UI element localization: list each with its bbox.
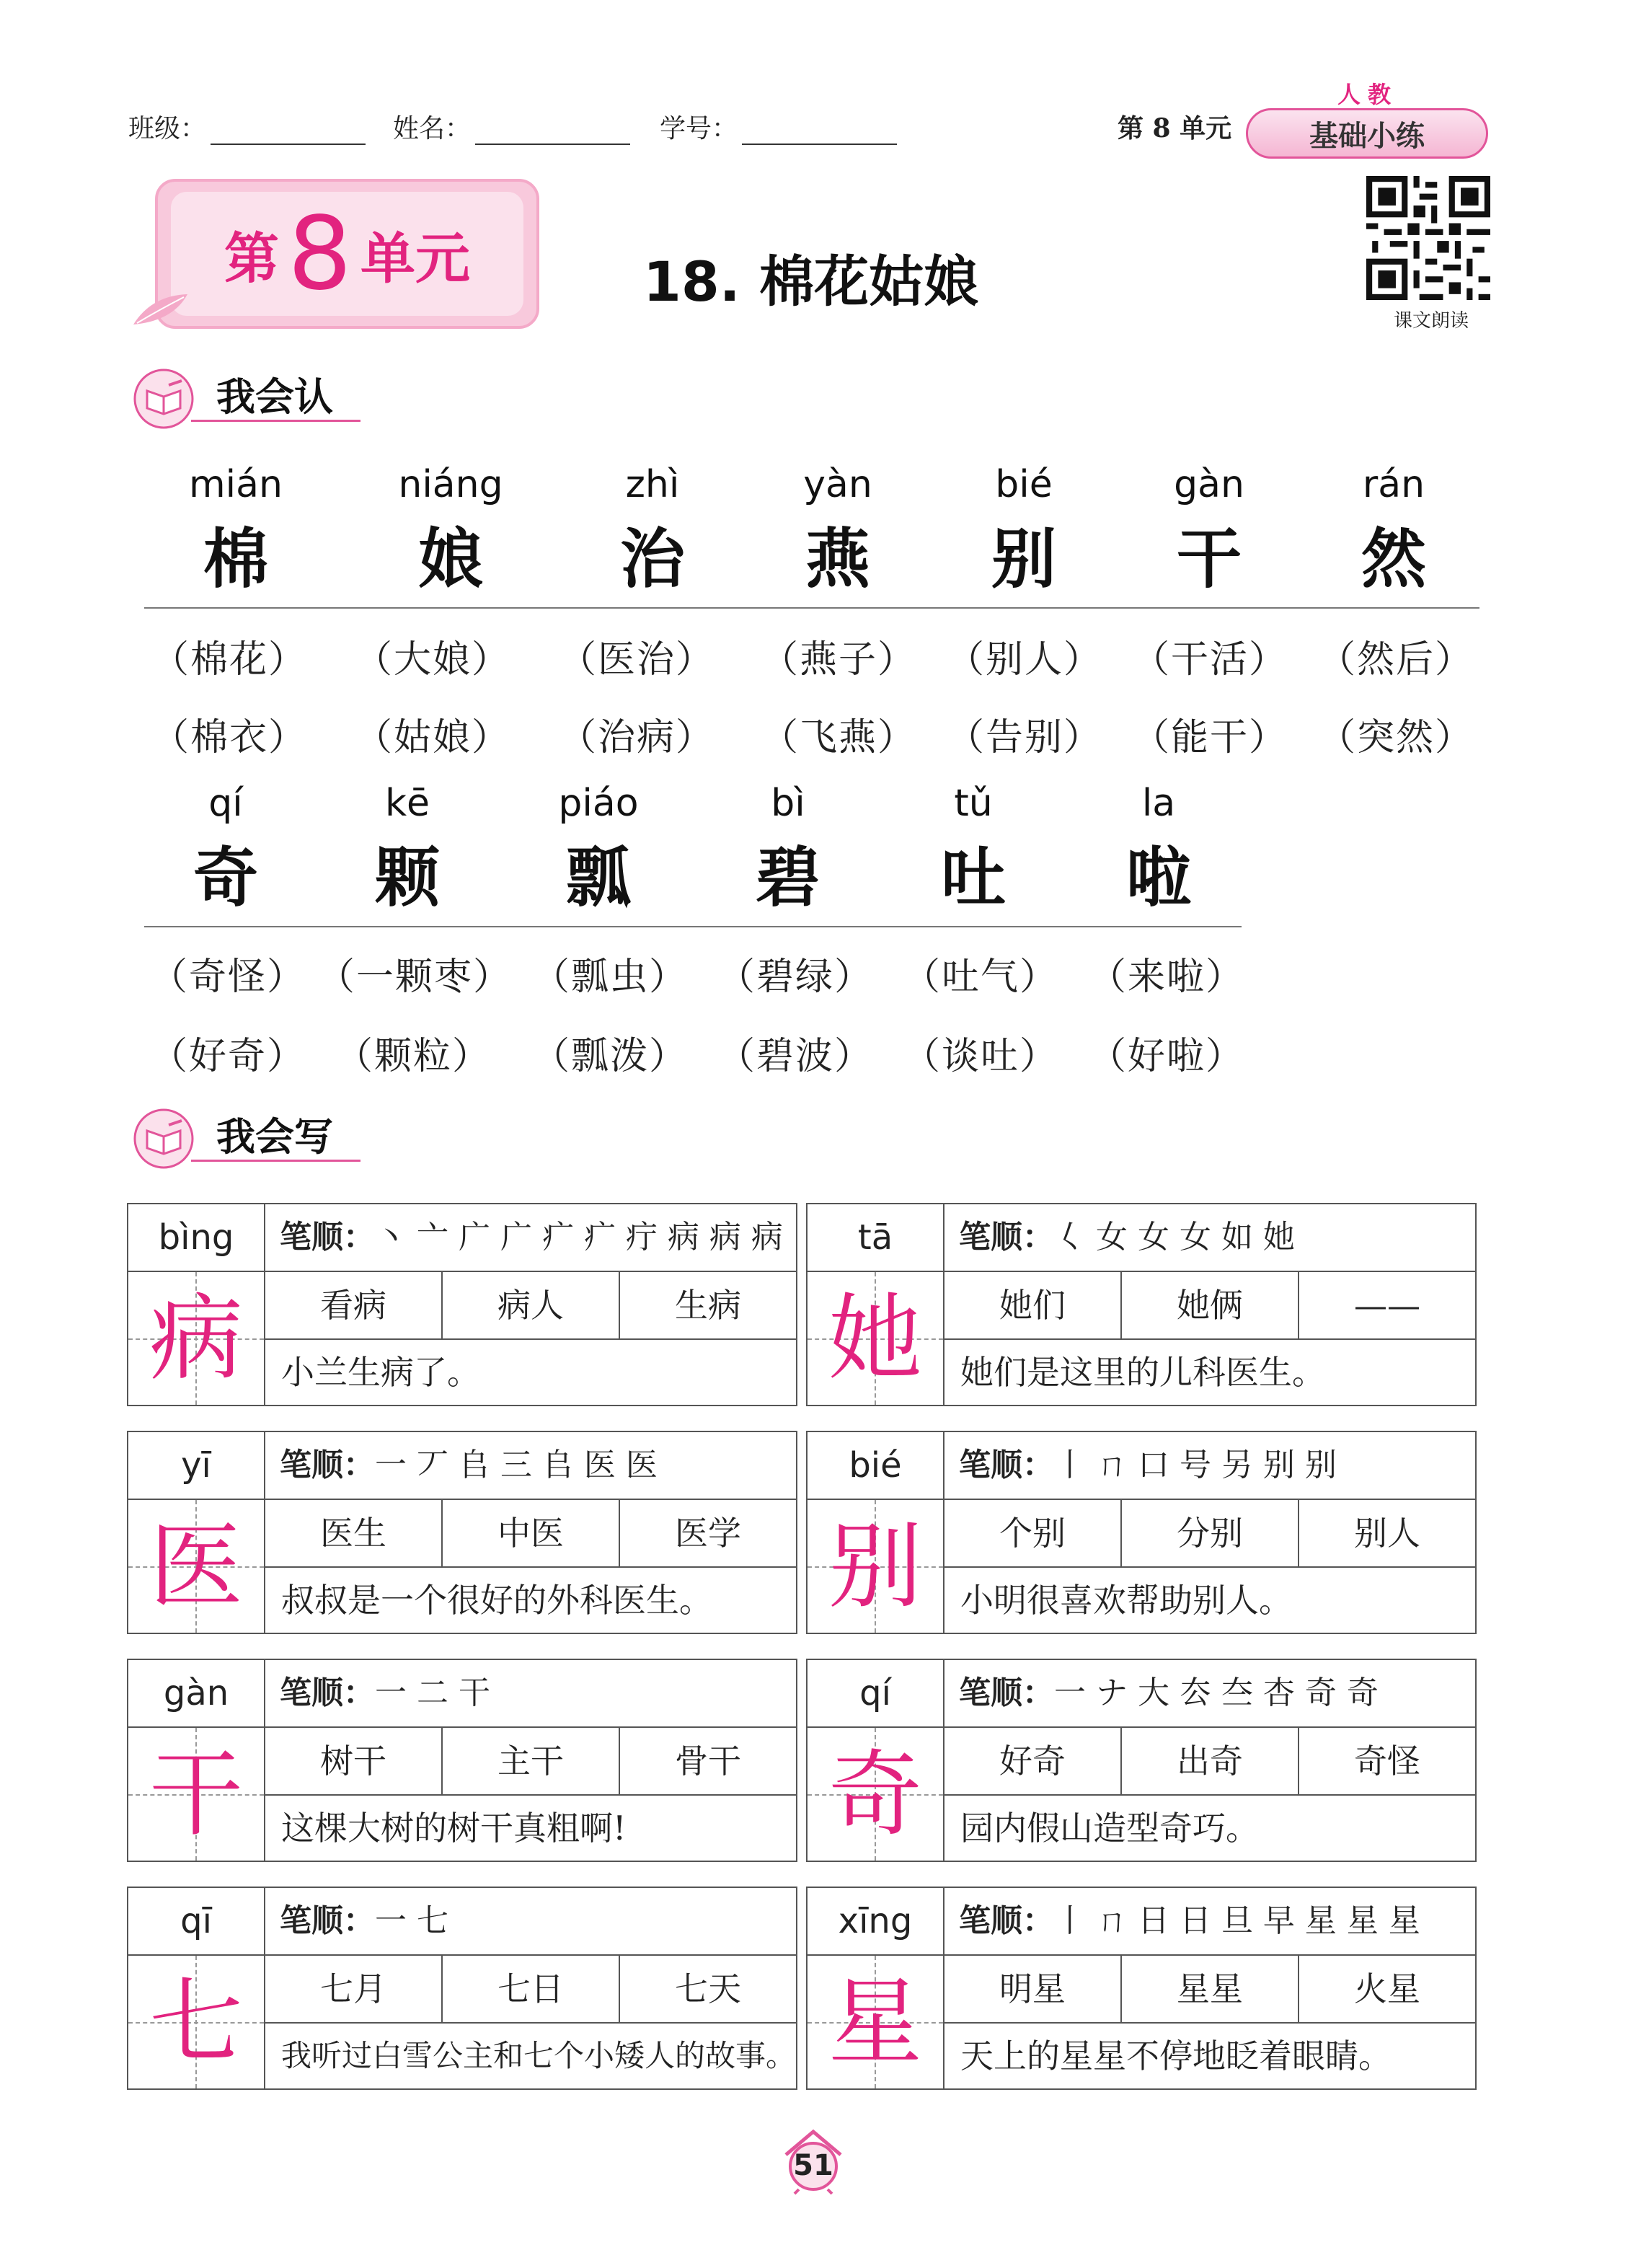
hanzi: 娘 [418, 521, 483, 597]
recognize-char-11 [720, 782, 857, 919]
pinyin: bié [995, 463, 1053, 506]
word: （别人） [947, 638, 1103, 681]
card-words [944, 1500, 1475, 1568]
order-label: 笔顺： [959, 1219, 1054, 1256]
word: （瓢虫） [532, 956, 689, 999]
hanzi: 啦 [1126, 839, 1191, 916]
card-pinyin: yī [128, 1432, 264, 1500]
order-label: 笔顺： [959, 1902, 1054, 1939]
card-word: 生病 [675, 1286, 741, 1325]
pinyin: zhì [625, 463, 680, 506]
card-pinyin: bié [808, 1432, 943, 1500]
card-word: 七日 [443, 1956, 620, 2022]
hanzi: 瓢 [566, 839, 631, 916]
pinyin: gàn [1174, 463, 1244, 506]
name-field [393, 108, 630, 145]
word: （燕子） [761, 638, 917, 681]
pinyin: tǔ [954, 782, 993, 825]
pinyin: rán [1362, 463, 1425, 506]
card-word: 看病 [265, 1272, 443, 1338]
name-label: 姓名： [393, 114, 472, 144]
card-sentence: 这棵大树的树干真粗啊! [281, 1809, 627, 1848]
write-card-qi-seven [127, 1887, 797, 2090]
hanzi: 棉 [203, 521, 268, 597]
pinyin: la [1141, 782, 1176, 825]
name-blank[interactable] [475, 118, 630, 145]
card-char: 干 [149, 1739, 243, 1849]
hanzi: 燕 [805, 521, 870, 597]
class-blank[interactable] [211, 118, 366, 145]
card-pinyin: qī [128, 1888, 264, 1956]
card-word: 个别 [944, 1500, 1122, 1566]
write-card-bie [806, 1431, 1477, 1634]
card-char: 医 [149, 1512, 243, 1621]
stroke-order [944, 1660, 1475, 1728]
order-label: 笔顺： [280, 1447, 375, 1483]
stroke-order [265, 1204, 796, 1272]
card-char: 病 [149, 1284, 243, 1393]
unit-suffix: 单元 [360, 226, 471, 291]
stroke-sequence: 一 七 [375, 1902, 448, 1939]
card-word: 她俩 [1122, 1272, 1299, 1338]
unit-tag: 第 8 单元 [1118, 113, 1232, 144]
card-word: 好奇 [944, 1728, 1122, 1794]
hanzi: 奇 [193, 839, 258, 916]
id-field [660, 108, 897, 145]
write-card-gan [127, 1659, 797, 1862]
recognize-char-13 [1090, 782, 1227, 919]
word: （突然） [1318, 716, 1474, 759]
card-words [944, 1272, 1475, 1340]
class-label: 班级： [128, 114, 207, 144]
hanzi: 吐 [941, 839, 1006, 916]
card-word: 火星 [1354, 1969, 1420, 2008]
unit-badge [155, 179, 539, 329]
word: （干活） [1132, 638, 1288, 681]
brand-badge [1246, 108, 1488, 159]
stroke-sequence: 一 二 干 [375, 1674, 490, 1711]
card-word: 主干 [443, 1728, 620, 1794]
card-char: 奇 [828, 1739, 922, 1849]
card-sentence: 小兰生病了。 [281, 1353, 480, 1392]
word: （姑娘） [355, 716, 511, 759]
card-word: —— [1354, 1286, 1420, 1325]
qr-caption: 课文朗读 [1393, 310, 1469, 332]
char-box [128, 1888, 265, 2088]
hanzi: 干 [1177, 521, 1242, 597]
section-recognize-label: 我会认 [216, 374, 333, 420]
card-char: 她 [828, 1284, 922, 1393]
section-write-label: 我会写 [216, 1113, 333, 1160]
word: （棉花） [151, 638, 308, 681]
pinyin: piáo [558, 782, 639, 825]
id-label: 学号： [660, 114, 738, 144]
qr-code-icon[interactable] [1366, 176, 1490, 300]
order-label: 笔顺： [280, 1902, 375, 1939]
word: （然后） [1318, 638, 1474, 681]
recognize-char-6 [1141, 463, 1278, 600]
char-box [808, 1432, 944, 1633]
word: （棉衣） [151, 716, 308, 759]
unit-prefix: 第 [224, 226, 279, 291]
char-box [128, 1660, 265, 1861]
word: （颗粒） [335, 1035, 492, 1078]
order-label: 笔顺： [280, 1674, 375, 1711]
card-pinyin: tā [808, 1204, 943, 1272]
stroke-order [944, 1432, 1475, 1500]
card-word: 别人 [1354, 1514, 1420, 1553]
word: （大娘） [355, 638, 511, 681]
card-words [265, 1956, 796, 2024]
stroke-sequence: 一 丆 𠂤 三 𠂤 医 医 [375, 1447, 658, 1483]
class-field [128, 108, 366, 145]
stroke-order [944, 1888, 1475, 1956]
hanzi: 颗 [375, 839, 440, 916]
leaf-icon [130, 288, 195, 332]
pinyin: bì [771, 782, 805, 825]
card-word: 中医 [443, 1500, 620, 1566]
stroke-order [944, 1204, 1475, 1272]
book-icon [131, 1106, 196, 1171]
stroke-sequence: 𡿨 女 女 ⼥ 如 她 [1054, 1219, 1295, 1256]
word: （一颗枣） [317, 956, 513, 999]
hanzi: 然 [1361, 521, 1426, 597]
brand-top: 人教 [1337, 81, 1399, 108]
pinyin: mián [189, 463, 283, 506]
write-card-ta [806, 1203, 1477, 1406]
word: （瓢泼） [532, 1035, 689, 1078]
card-pinyin: gàn [128, 1660, 264, 1728]
section-recognize-underline [191, 420, 360, 422]
card-word: 出奇 [1122, 1728, 1299, 1794]
card-word: 医学 [675, 1514, 741, 1553]
card-words [265, 1500, 796, 1568]
card-words [265, 1272, 796, 1340]
hanzi: 别 [991, 521, 1056, 597]
pinyin: kē [384, 782, 430, 825]
word: （奇怪） [150, 956, 306, 999]
card-word: 七天 [675, 1969, 741, 2008]
card-char: 七 [149, 1967, 243, 2077]
stroke-sequence: 一 ナ 大 厺 夳 杏 奇 奇 [1054, 1674, 1379, 1711]
card-word: 星星 [1122, 1956, 1299, 2022]
lesson-title: 18. 棉花姑娘 [643, 250, 979, 314]
card-pinyin: xīng [808, 1888, 943, 1956]
word: （治病） [559, 716, 715, 759]
card-word: 医生 [265, 1500, 443, 1566]
recognize-row2-rule [144, 926, 1242, 927]
recognize-char-8 [157, 782, 294, 919]
word: （飞燕） [761, 716, 917, 759]
recognize-char-7 [1325, 463, 1462, 600]
card-words [944, 1956, 1475, 2024]
card-word: 奇怪 [1354, 1742, 1420, 1781]
recognize-char-3 [584, 463, 721, 600]
stroke-order [265, 1888, 796, 1956]
card-word: 分别 [1122, 1500, 1299, 1566]
card-word: 病人 [443, 1272, 620, 1338]
card-word: 树干 [265, 1728, 443, 1794]
card-word: 七月 [265, 1956, 443, 2022]
word: （来啦） [1089, 956, 1245, 999]
card-sentence: 她们是这里的儿科医生。 [960, 1353, 1325, 1392]
hanzi: 治 [620, 521, 685, 597]
section-write-underline [191, 1160, 360, 1162]
hanzi: 碧 [756, 839, 820, 916]
card-sentence: 天上的星星不停地眨着眼睛。 [960, 2037, 1392, 2075]
word: （谈吐） [903, 1035, 1059, 1078]
recognize-char-1 [167, 463, 304, 600]
card-sentence: 我听过白雪公主和七个小矮人的故事。 [281, 2038, 797, 2073]
book-icon [131, 366, 196, 431]
stroke-order [265, 1660, 796, 1728]
pinyin: qí [208, 782, 243, 825]
char-box [808, 1660, 944, 1861]
char-box [128, 1204, 265, 1405]
card-word: 她们 [944, 1272, 1122, 1338]
recognize-row1-rule [144, 607, 1479, 609]
word: （好奇） [150, 1035, 306, 1078]
page-number: 51 [793, 2149, 833, 2182]
word: （告别） [947, 716, 1103, 759]
card-sentence: 叔叔是一个很好的外科医生。 [281, 1581, 712, 1620]
word: （能干） [1132, 716, 1288, 759]
write-card-qi [806, 1659, 1477, 1862]
card-word: 骨干 [675, 1742, 741, 1781]
char-box [128, 1432, 265, 1633]
id-blank[interactable] [742, 118, 897, 145]
word: （碧绿） [717, 956, 874, 999]
write-card-yi [127, 1431, 797, 1634]
card-pinyin: qí [808, 1660, 943, 1728]
card-pinyin: bìng [128, 1204, 264, 1272]
order-label: 笔顺： [280, 1219, 375, 1256]
pinyin: yàn [803, 463, 872, 506]
recognize-char-9 [339, 782, 476, 919]
word: （碧波） [717, 1035, 874, 1078]
pinyin: niáng [398, 463, 503, 506]
stroke-order [265, 1432, 796, 1500]
word: （吐气） [903, 956, 1059, 999]
card-sentence: 园内假山造型奇巧。 [960, 1809, 1259, 1848]
card-word: 明星 [944, 1956, 1122, 2022]
recognize-char-4 [769, 463, 906, 600]
stroke-sequence: 丨 ㄇ 日 日 旦 早 星 星 星 [1054, 1902, 1420, 1939]
word: （好啦） [1089, 1035, 1245, 1078]
recognize-char-12 [905, 782, 1042, 919]
order-label: 笔顺： [959, 1447, 1054, 1483]
recognize-char-10 [530, 782, 667, 919]
card-sentence: 小明很喜欢帮助别人。 [960, 1581, 1292, 1620]
write-card-bing [127, 1203, 797, 1406]
unit-number: 8 [287, 195, 353, 313]
recognize-char-2 [382, 463, 519, 600]
brand-label: 基础小练 [1309, 118, 1425, 153]
write-card-xing [806, 1887, 1477, 2090]
order-label: 笔顺： [959, 1674, 1054, 1711]
char-box [808, 1204, 944, 1405]
card-words [265, 1728, 796, 1796]
word: （医治） [559, 638, 715, 681]
card-words [944, 1728, 1475, 1796]
stroke-sequence: 丶 亠 广 广 疒 疒 疔 病 病 病 [375, 1219, 783, 1256]
card-char: 星 [828, 1967, 922, 2077]
char-box [808, 1888, 944, 2088]
stroke-sequence: 丨 ㄇ 口 号 另 别 别 [1054, 1447, 1337, 1483]
recognize-char-5 [955, 463, 1092, 600]
card-char: 别 [828, 1512, 922, 1621]
